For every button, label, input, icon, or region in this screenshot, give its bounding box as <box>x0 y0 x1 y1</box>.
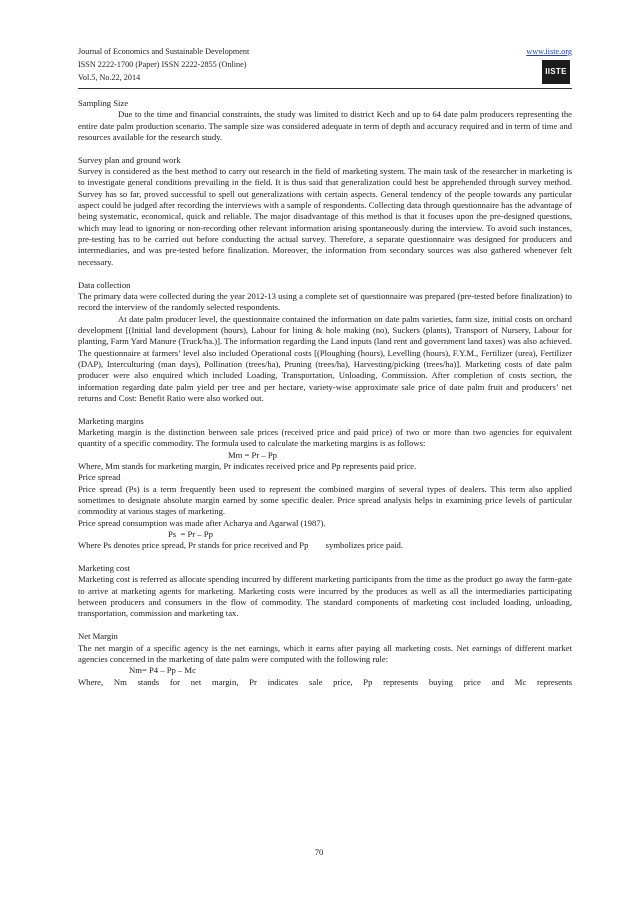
section-title-price-spread: Price spread <box>78 472 121 483</box>
section-title-sampling: Sampling Size <box>78 98 129 108</box>
iiste-logo: IISTE <box>542 60 570 84</box>
paragraph: Price spread (Ps) is a term frequently been used to represent the combined margins of several types of dealers. This term also applied sometimes to designate absolute margin earned by some specific dealer. Price spread analysis helps in examining price levels of particular commodity at various stages of marketing. <box>78 483 572 517</box>
paragraph: Where, Mm stands for marketing margin, Pr indicates received price and Pp represents paid price. <box>78 461 417 471</box>
paragraph: Marketing margin is the distinction between sale prices (received price and paid price) of two or more than two agencies for equivalent quantity of a specific commodity. The formula used to calculate the marketing margins is as follows: <box>78 426 572 449</box>
section-title-marketing-margins: Marketing margins <box>78 415 144 426</box>
paragraph: Due to the time and financial constraints, the study was limited to district Kech and up to 64 date palm producers representing the entire date palm production scenario. The sample size was considered adequate in term of depth and accuracy required and in term of time and resources available for the research study. <box>78 109 572 143</box>
section-title-net-margin: Net Margin <box>78 631 118 642</box>
paragraph: Where, Nm stands for net margin, Pr indicates sale price, Pp represents buying price and Mc represents <box>78 676 572 687</box>
equation-marketing-margin: Mm = Pr – Pp <box>228 449 277 460</box>
paragraph: The primary data were collected during the year 2012-13 using a complete set of questionnaire was prepared (pre-tested before finalization) to record the interview of the randomly selected respondents. <box>78 290 572 313</box>
paragraph: Price spread consumption was made after Acharya and Agarwal (1987). <box>78 517 326 528</box>
paragraph: At date palm producer level, the questionnaire contained the information on date palm varieties, farm size, initial costs on orchard development [(Initial land development (hours), Labour for lining & hole making (no), Suckers (plants), Transport of Nursery, Labour for planting, Farm Yard Manure (Truck/ha.)]. The information regarding the Land inputs (land rent and government land taxes) was also achieved. The questionnaire at farmers’ level also included Operational costs [(Ploughing (hours), Levelling (hours), F.Y.M., Fertilizer (urea), Fertilizer (DAP), Interculturing (man days), Pollination (trees/ha), Pruning (trees/ha), Harvesting/picking (trees/ha)]. Marketing costs of date palm producer were also enquired which included Loading, Transportation, Unloading, Commission. After completion of costs section, the information regarding date palm yield per tree and per hectare, variety-wise approximate sale price of date palm fruit and producers’ net returns and Cost: Benefit Ratio were also worked out. <box>78 313 572 403</box>
journal-name: Journal of Economics and Sustainable Development <box>78 47 250 56</box>
section-title-data-collection: Data collection <box>78 279 131 290</box>
page-number: 70 <box>314 847 324 857</box>
journal-issn: ISSN 2222-1700 (Paper) ISSN 2222-2855 (Online) <box>78 60 247 69</box>
article-body <box>78 98 572 688</box>
journal-volume: Vol.5, No.22, 2014 <box>78 73 141 82</box>
section-title-survey: Survey plan and ground work <box>78 154 181 165</box>
paragraph: Where Ps denotes price spread, Pr stands for price received and Pp symbolizes price paid. <box>78 540 404 551</box>
journal-url-link[interactable]: www.iiste.org <box>526 47 572 56</box>
paragraph: Survey is considered as the best method to carry out research in the field of marketing system. The main task of the researcher in marketing is to investigate general conditions prevailing in the field. It is thus said that generalization could best be apprehended through survey method. Survey has so far, proved successful to spell out generalizations with certain aspects. General tendency of the people towards any particular aspect could be judged after recording the interviews with a sample of respondents. Collecting data through questionnaire has the advantage of being systematic, economical, quick and reliable. The major disadvantage of this method is that it focuses upon the pre-designed questions, which may lead to ignoring or non-recording other relevant information arising spontaneously during the interview. To avoid such instances, pre-testing has to be carried out before conducting the actual survey. Therefore, a separate questionnaire was designed for producers and intermediaries, and was pre-tested before finalization. Moreover, the information from secondary sources was also gathered whenever felt necessary. <box>78 166 572 267</box>
paragraph: The net margin of a specific agency is the net earnings, which it earns after paying all marketing costs. Net earnings of different market agencies concerned in the marketing of date palm were computed with the following rule: <box>78 642 572 664</box>
section-title-marketing-cost: Marketing cost <box>78 563 130 574</box>
equation-net-margin: Nm= P4 – Pp – Mc <box>129 665 196 676</box>
header-divider <box>78 88 572 89</box>
equation-price-spread: Ps = Pr – Pp <box>168 529 213 540</box>
paragraph: Marketing cost is referred as allocate spending incurred by different marketing participants from the time as the product go away the farm-gate to arrive at marketing agents for marketing. Marketing costs were incurred by the produces as well as all the intermediaries participating between producers and consumers in the flow of commodity. The standard components of marketing cost included loading, unloading, transportation, commission and marketing tax. <box>78 574 572 619</box>
